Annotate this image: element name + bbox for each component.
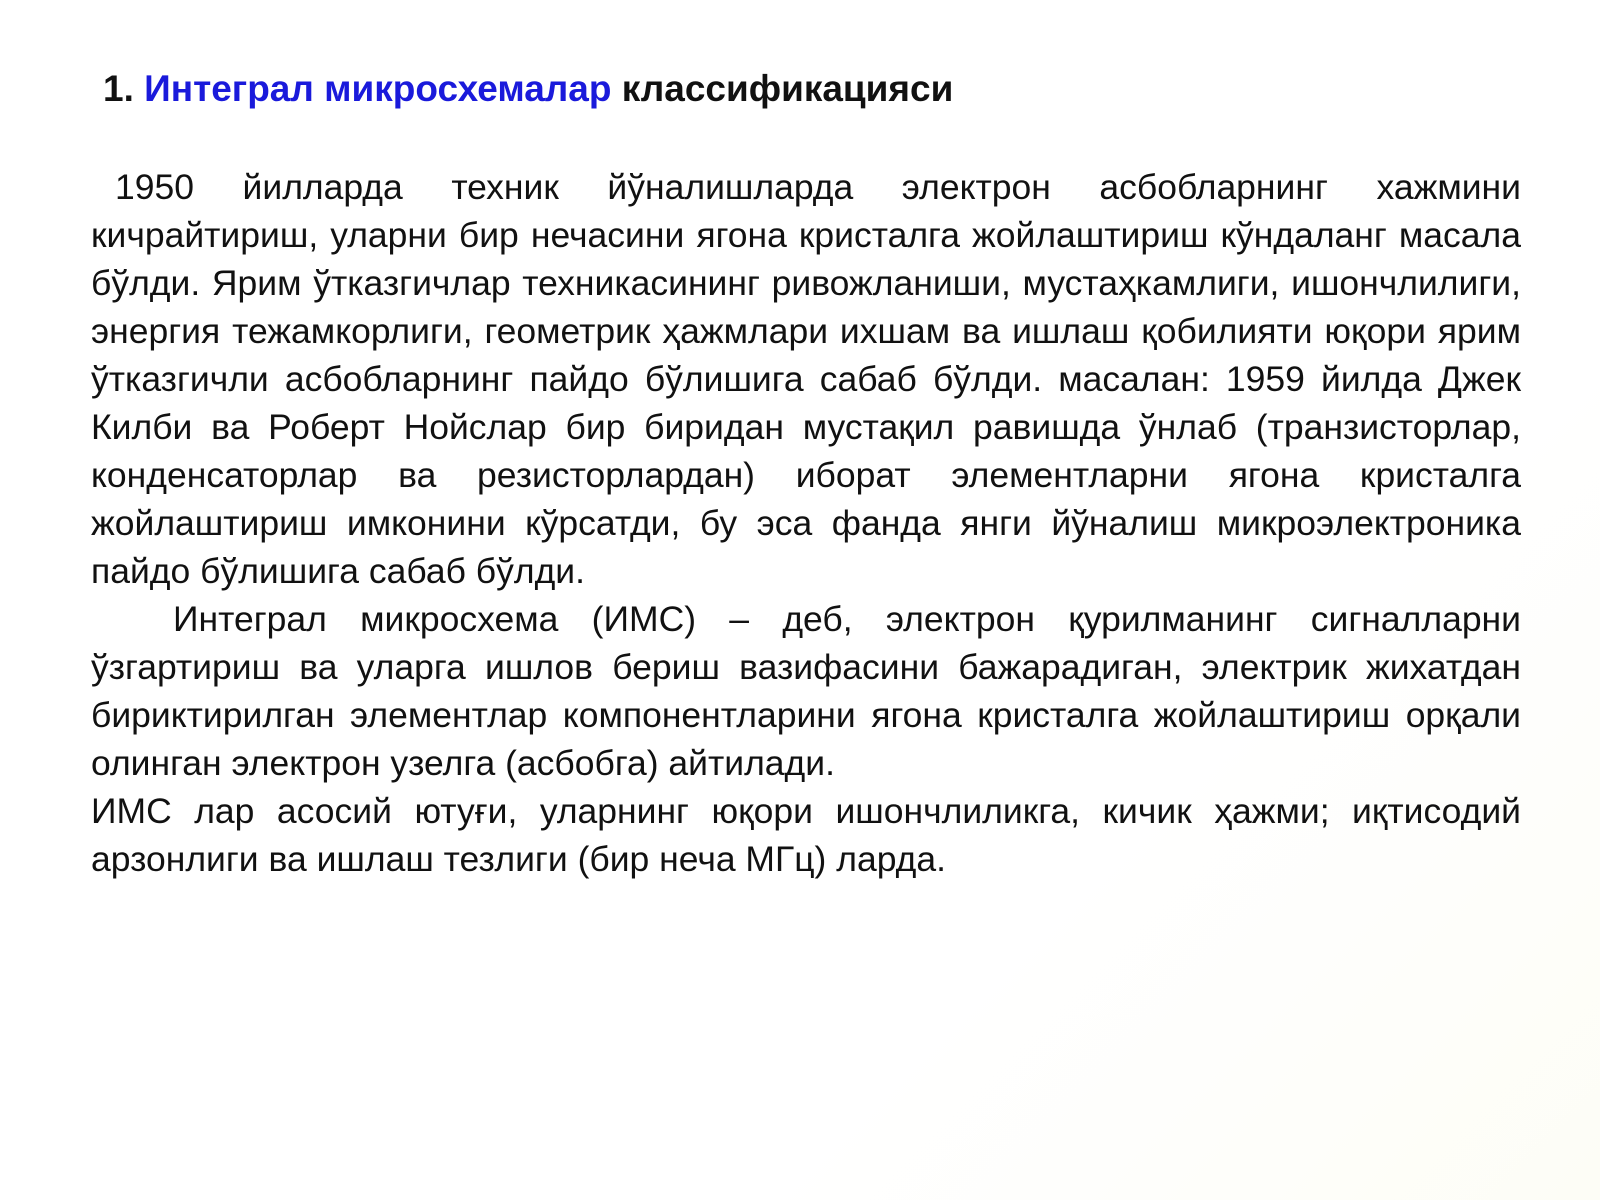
slide-heading — [103, 64, 953, 114]
paragraph-history: 1950 йилларда техник йўналишларда электрон асбобларнинг хажмини кичрайтириш, уларни бир нечасини ягона кристалга жойлаштириш кўндаланг масала бўлди. Ярим ўтказгичлар техникасининг ривожланиши, мустаҳкамлиги, ишончлилиги, энергия тежамкорлиги, геометрик ҳажмлари ихшам ва ишлаш қобилияти юқори ярим ўтказгичли асбобларнинг пайдо бўлишига сабаб бўлди. масалан: 1959 йилда Джек Килби ва Роберт Нойслар бир биридан мустақил равишда ўнлаб (транзисторлар, конденсаторлар ва резисторлардан) иборат элементларни ягона кристалга жойлаштириш имконини кўрсатди, бу эса фанда янги йўналиш микроэлектроника пайдо бўлишига сабаб бўлди. — [91, 167, 1521, 591]
heading-number: 1. — [103, 68, 134, 109]
body-text — [91, 163, 1521, 883]
heading-rest: классификацияси — [621, 68, 954, 109]
paragraph-definition: Интеграл микросхема (ИМС) – деб, электрон қурилманинг сигналларни ўзгартириш ва уларга ишлов бериш вазифасини бажарадиган, электрик жихатдан бириктирилган элементлар компонентларини ягона кристалга жойлаштириш орқали олинган электрон узелга (асбобга) айтилади. — [91, 599, 1521, 783]
heading-accent: Интеграл микросхемалар — [144, 68, 612, 109]
paragraph-advantages: ИМС лар асосий ютуғи, уларнинг юқори ишончлиликга, кичик ҳажми; иқтисодий арзонлиги ва ишлаш тезлиги (бир неча МГц) ларда. — [91, 791, 1521, 879]
